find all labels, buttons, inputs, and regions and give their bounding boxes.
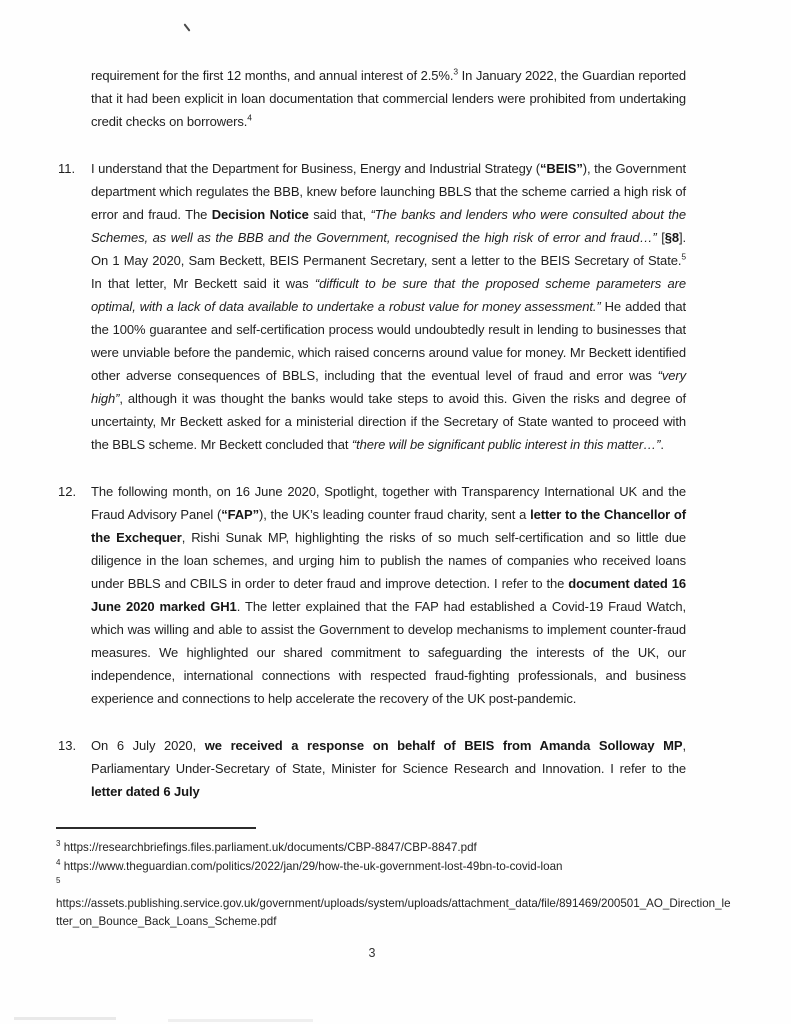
- scan-artifact-streak: [168, 1019, 313, 1022]
- text-run: “very high”: [91, 368, 686, 406]
- paragraph-text: [91, 64, 686, 133]
- text-run: In that letter, Mr Beckett said it was: [91, 276, 315, 291]
- footnote-line: [56, 876, 732, 895]
- scan-artifact-tick: [183, 23, 190, 31]
- text-run: we received a response on behalf of BEIS from Amanda Solloway MP: [204, 738, 683, 753]
- footnote-text: https://www.theguardian.com/politics/2022/jan/29/how-the-uk-government-lost-49bn-to-covid-loan: [63, 859, 563, 873]
- text-run: The following month, on 16 June 2020, Spotlight, together with Transparency International UK and the Fraud Advisory Panel (: [91, 484, 686, 522]
- text-run: ]. On 1 May 2020, Sam Beckett, BEIS Permanent Secretary, sent a letter to the BEIS Secretary of State.: [91, 230, 686, 268]
- paragraph-12: [58, 480, 686, 710]
- text-run: ), the UK’s leading counter fraud charity, sent a: [259, 507, 531, 522]
- page-number: 3: [368, 945, 376, 960]
- text-run: I understand that the Department for Business, Energy and Industrial Strategy (: [91, 161, 540, 176]
- footnote-area: [56, 827, 732, 932]
- text-run: “difficult to be sure that the proposed scheme parameters are optimal, with a lack of data available to undertake a robust value for money assessment.”: [91, 276, 687, 314]
- paragraph-number: 12.: [58, 484, 77, 499]
- paragraph-number: [58, 64, 91, 133]
- text-run: Decision Notice: [211, 207, 309, 222]
- text-run: “BEIS”: [540, 161, 583, 176]
- footnote-marker: 5: [56, 876, 61, 886]
- paragraph-number: 11.: [58, 161, 76, 176]
- footnote-separator: [56, 827, 256, 829]
- text-run: , although it was thought the banks would take steps to avoid this. Given the risks and degree of uncertainty, Mr Beckett asked for a ministerial direction if the Secretary of State wanted to proceed with the BBLS scheme. Mr Beckett concluded that: [91, 391, 686, 452]
- text-run: “there will be significant public interest in this matter…”: [351, 437, 661, 452]
- paragraph-13: [58, 734, 686, 803]
- paragraphs-container: [58, 64, 686, 803]
- text-run: letter to the Chancellor of the Exchequer: [91, 507, 687, 545]
- footnote-line: [56, 895, 732, 932]
- text-run: On 6 July 2020,: [91, 738, 205, 753]
- text-run: “The banks and lenders who were consulted about the Schemes, as well as the BBB and the Government, recognised the high risk of error and fraud…”: [91, 207, 687, 245]
- text-run: 3: [453, 66, 458, 77]
- text-run: §8: [664, 230, 679, 245]
- paragraph-text: [91, 734, 686, 803]
- text-run: , Parliamentary Under-Secretary of State, Minister for Science Research and Innovation. I refer to the: [91, 738, 686, 776]
- paragraph-11: [58, 157, 686, 456]
- text-run: letter dated 6 July: [91, 784, 200, 799]
- text-run: .: [660, 437, 664, 452]
- paragraph-text: [91, 480, 686, 710]
- text-run: ), the Government department which regulates the BBB, knew before launching BBLS that the scheme carried a high risk of error and fraud. The: [91, 161, 686, 222]
- text-run: . The letter explained that the FAP had established a Covid-19 Fraud Watch, which was willing and able to assist the Government to develop mechanisms to implement counter-fraud measures. We highlighted our shared commitment to safeguarding the interests of the UK, our independence, international connections with respected fraud-fighting professionals, and business experience and connections to help accelerate the recovery of the UK post-pandemic.: [91, 599, 686, 706]
- footnote-text: https://researchbriefings.files.parliament.uk/documents/CBP-8847/CBP-8847.pdf: [63, 841, 477, 854]
- footnote-line: [56, 858, 732, 877]
- footnote-line: [56, 839, 732, 858]
- text-run: In January 2022, the Guardian reported that it had been explicit in loan documentation that commercial lenders were prohibited from undertaking credit checks on borrowers.: [91, 68, 686, 129]
- paragraph-intro: [58, 64, 686, 133]
- text-run: [: [656, 230, 665, 245]
- text-run: “FAP”: [221, 507, 259, 522]
- footnote-text: https://assets.publishing.service.gov.uk/government/uploads/system/uploads/attachment_data/file/891469/200501_AO_Direction_letter_on_Bounce_Back_Loans_Scheme.pdf: [56, 896, 731, 928]
- text-run: He added that the 100% guarantee and self-certification process would undoubtedly result in lending to businesses that were unviable before the pandemic, which raised concerns around value for money. Mr Beckett identified other adverse consequences of BBLS, including that the eventual level of fraud and error was: [91, 299, 687, 383]
- text-run: 5: [681, 251, 686, 262]
- text-run: document dated 16 June 2020 marked GH1: [91, 576, 686, 614]
- text-run: requirement for the first 12 months, and annual interest of 2.5%.: [91, 68, 454, 83]
- footnote-marker: 3: [56, 839, 61, 849]
- footnotes-container: [56, 839, 732, 932]
- footnote-marker: 4: [56, 857, 61, 867]
- text-run: , Rishi Sunak MP, highlighting the risks of so much self-certification and so little due diligence in the loan schemes, and urging him to publish the names of companies who received loans under BBLS and CBILS in order to deter fraud and improve detection. I refer to the: [91, 530, 686, 591]
- paragraph-number: 13.: [58, 738, 77, 753]
- paragraph-text: [91, 157, 686, 456]
- text-run: said that,: [308, 207, 371, 222]
- scan-artifact-streak: [14, 1017, 116, 1020]
- text-run: 4: [247, 112, 252, 123]
